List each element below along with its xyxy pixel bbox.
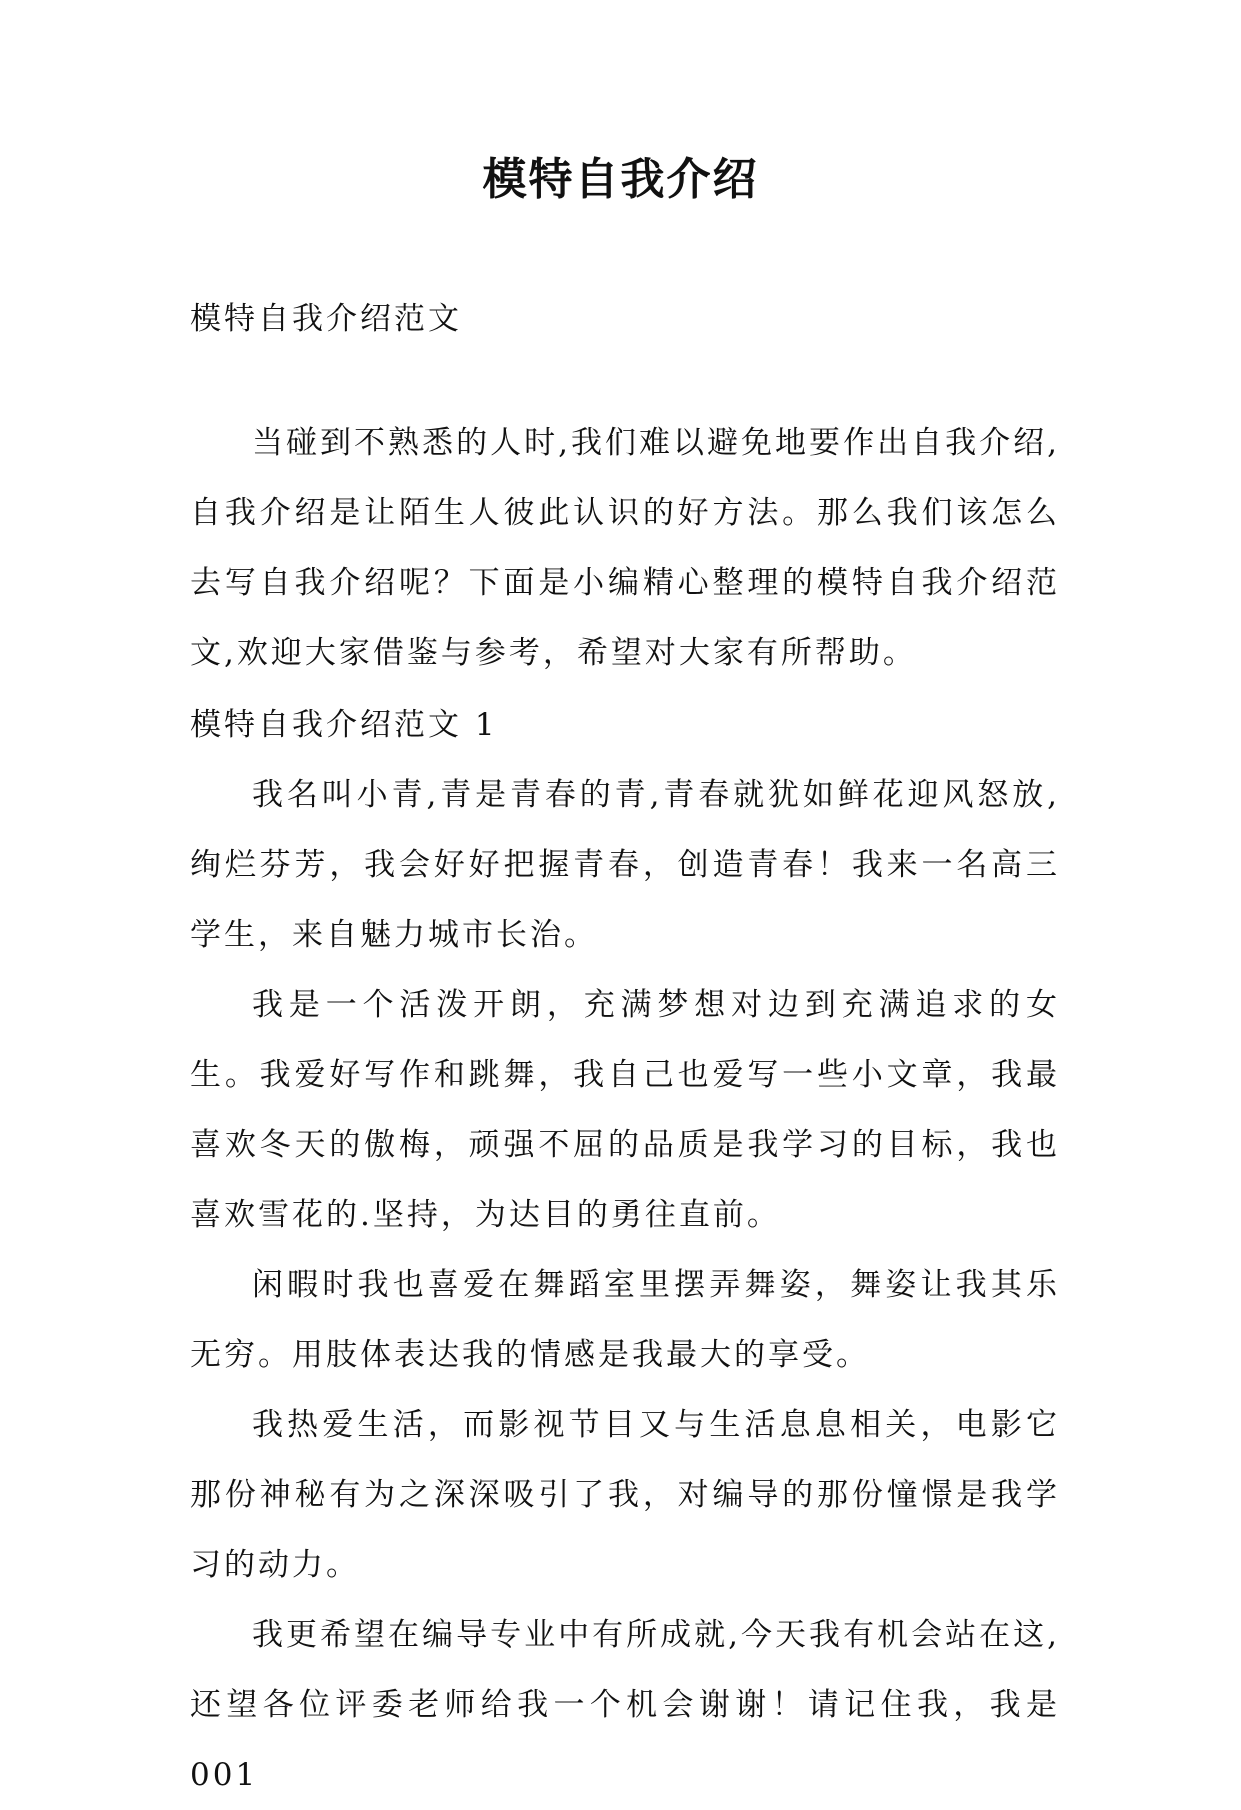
intro-section [190, 408, 1060, 688]
page-title: 模特自我介绍 [482, 154, 759, 205]
paragraph-2: 我是一个活泼开朗，充满梦想对边到充满追求的女生。我爱好写作和跳舞，我自己也爱写一些小文章，我最喜欢冬天的傲梅，顽强不屈的品质是我学习的目标，我也喜欢雪花的.坚持，为达目的勇往直前。 [190, 987, 1060, 1233]
intro-paragraph: 当碰到不熟悉的人时,我们难以避免地要作出自我介绍,自我介绍是让陌生人彼此认识的好方法。那么我们该怎么去写自我介绍呢？下面是小编精心整理的模特自我介绍范文,欢迎大家借鉴与参考，希望对大家有所帮助。 [190, 425, 1060, 671]
section-heading: 模特自我介绍范文 1 [190, 707, 498, 743]
subtitle-text: 模特自我介绍范文 [190, 301, 462, 337]
paragraph-3: 闲暇时我也喜爱在舞蹈室里摆弄舞姿，舞姿让我其乐无穷。用肢体表达我的情感是我最大的享受。 [190, 1267, 1060, 1373]
paragraph-1: 我名叫小青,青是青春的青,青春就犹如鲜花迎风怒放,绚烂芬芳，我会好好把握青春，创造青春！我来一名高三学生，来自魅力城市长治。 [190, 777, 1060, 953]
essay-section-1 [190, 690, 1060, 1810]
document-subtitle [190, 284, 1060, 354]
paragraph-4: 我热爱生活，而影视节目又与生活息息相关，电影它那份神秘有为之深深吸引了我，对编导的那份憧憬是我学习的动力。 [190, 1407, 1060, 1583]
paragraph-5: 我更希望在编导专业中有所成就,今天我有机会站在这,还望各位评委老师给我一个机会谢谢！请记住我，我是 001 [190, 1617, 1060, 1793]
